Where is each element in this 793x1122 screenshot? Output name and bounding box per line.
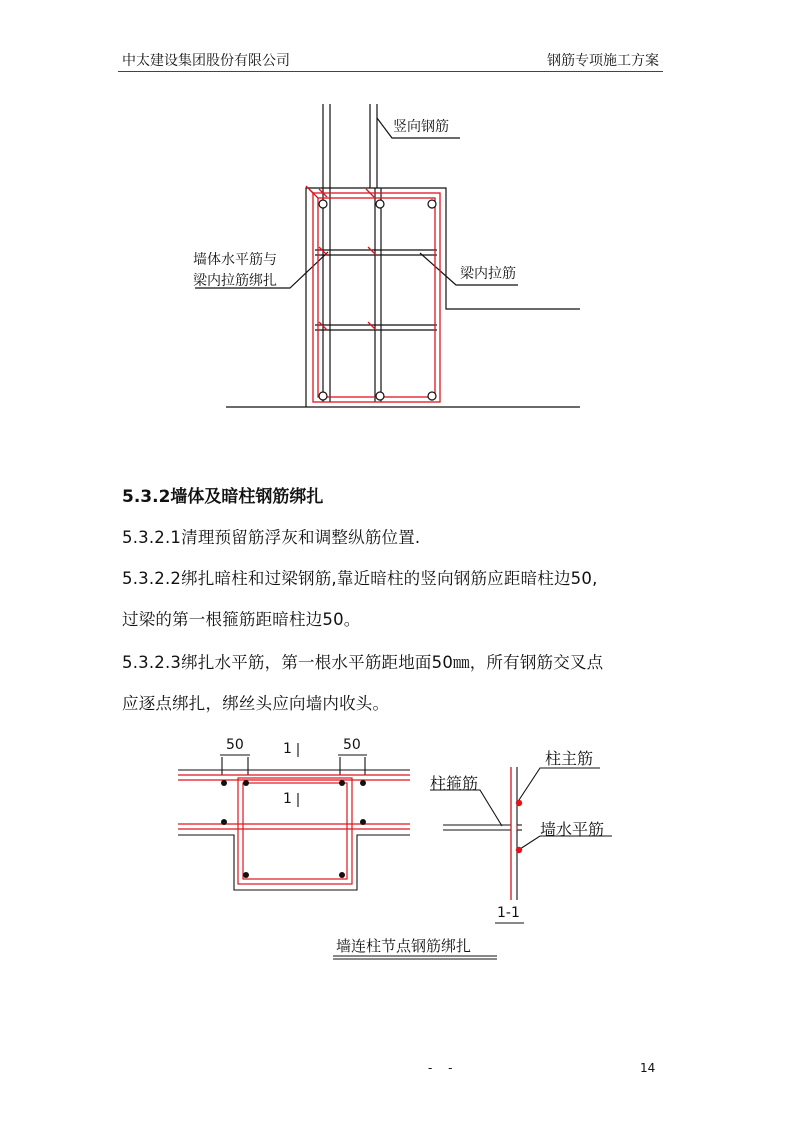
label-beam-tie: 梁内拉筋: [460, 266, 516, 282]
label-wall-horizontal: 墙水平筋: [540, 820, 605, 839]
dim-right-50: 50: [343, 737, 361, 753]
label-wall-tie-line2: 梁内拉筋绑扎: [193, 273, 277, 289]
paragraph-2-line-1: 5.3.2.2绑扎暗柱和过梁钢筋,靠近暗柱的竖向钢筋应距暗柱边50,: [122, 569, 598, 588]
label-wall-tie-line1: 墙体水平筋与: [193, 252, 277, 268]
figure-caption: 墙连柱节点钢筋绑扎: [336, 937, 472, 955]
section-title: 5.3.2墙体及暗柱钢筋绑扎: [122, 487, 324, 507]
paragraph-3-line-2: 应逐点绑扎，绑丝头应向墙内收头。: [122, 694, 390, 713]
label-vertical-rebar: 竖向钢筋: [393, 119, 449, 135]
header-doc-title: 钢筋专项施工方案: [547, 53, 659, 69]
paragraph-1: 5.3.2.1清理预留筋浮灰和调整纵筋位置.: [122, 528, 421, 547]
header-company: 中太建设集团股份有限公司: [122, 53, 290, 69]
section-mark-top: 1: [283, 741, 292, 757]
paragraph-3-line-1: 5.3.2.3绑扎水平筋，第一根水平筋距地面50㎜，所有钢筋交叉点: [122, 653, 604, 672]
dim-left-50: 50: [226, 737, 244, 753]
paragraph-2-line-2: 过梁的第一根箍筋距暗柱边50。: [122, 610, 361, 629]
footer-dashes: - -: [428, 1061, 459, 1075]
section-mark-bottom: 1: [283, 791, 292, 807]
section-name: 1-1: [497, 905, 520, 921]
label-column-main: 柱主筋: [545, 749, 594, 768]
page-number: 14: [640, 1061, 656, 1075]
label-column-stirrup: 柱箍筋: [430, 774, 479, 793]
